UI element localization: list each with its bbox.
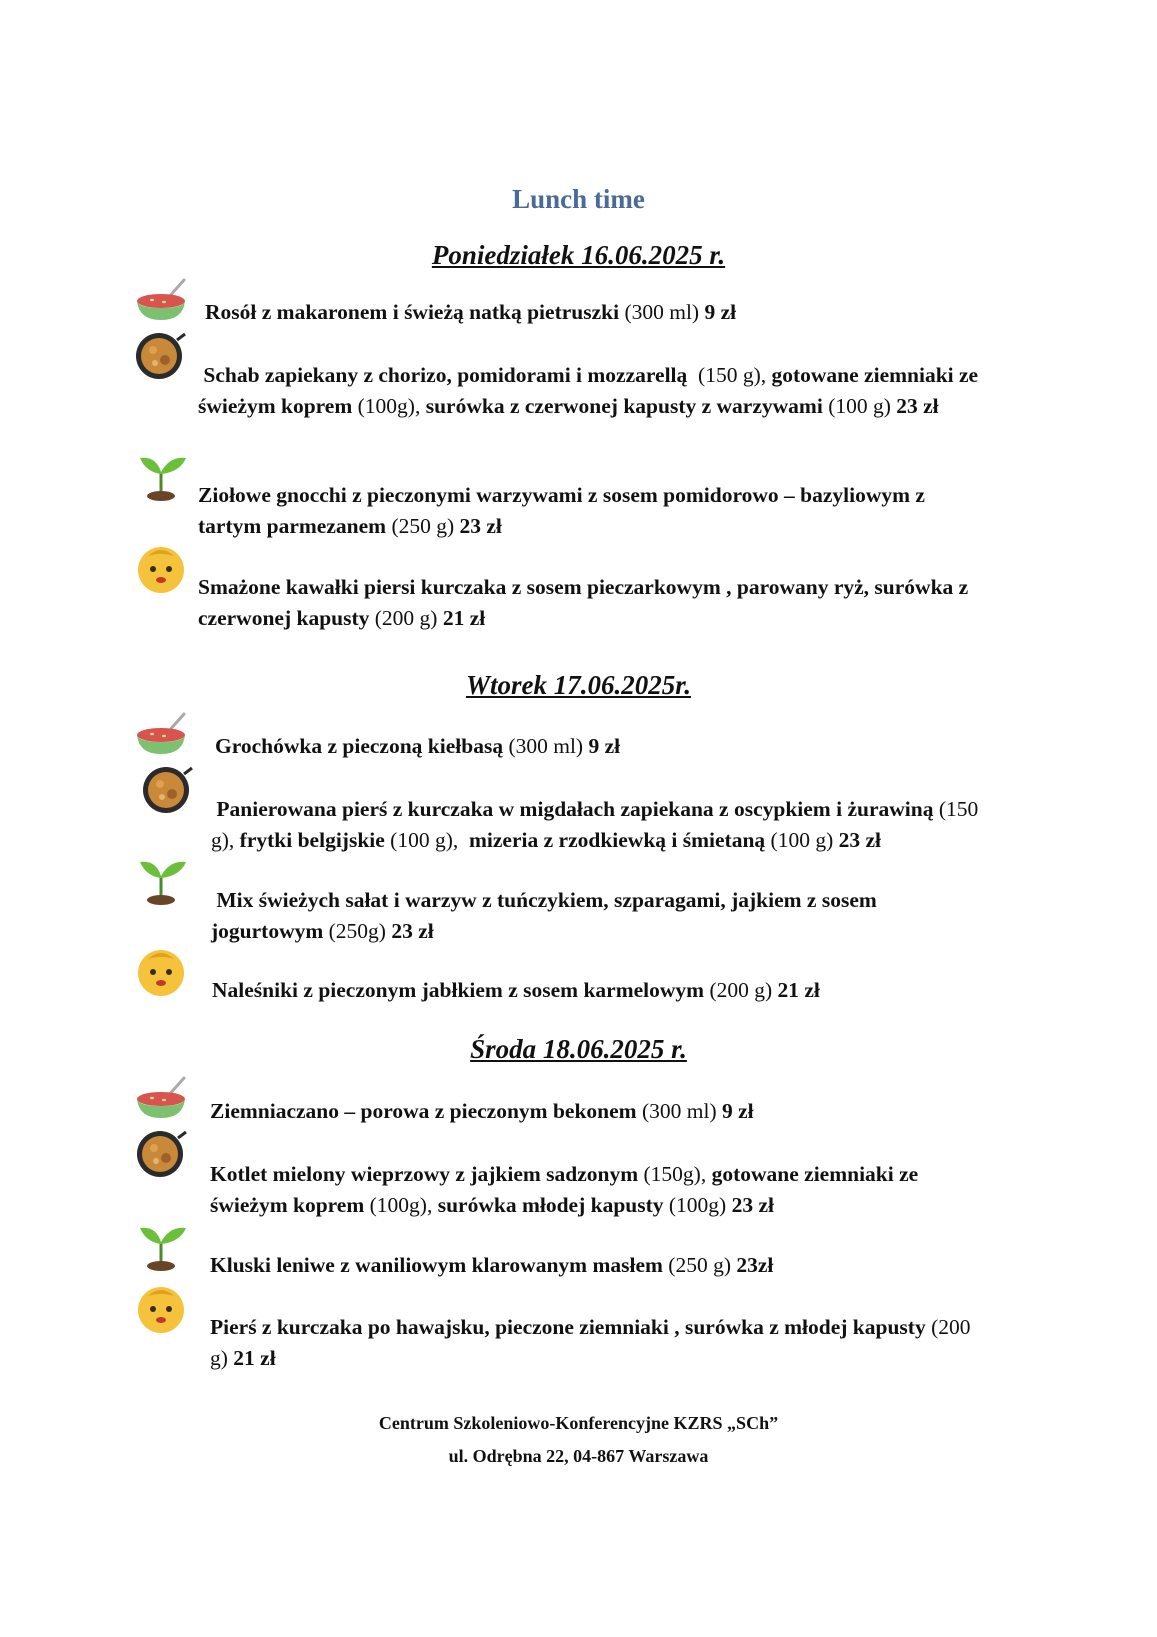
footer-address: ul. Odrębna 22, 04-867 Warszawa xyxy=(448,1446,709,1466)
soup-icon xyxy=(134,276,188,330)
day-heading-wednesday: Środa 18.06.2025 r. xyxy=(470,1034,687,1064)
dish-soup-monday: Rosół z makaronem i świeżą natką pietruszki (300 ml) 9 zł xyxy=(205,300,737,324)
dish-main-monday: Schab zapiekany z chorizo, pomidorami i mozzarellą (150 g), gotowane ziemniaki ze świeżym koprem (100g), surówka z czerwonej kapusty z warzywami (100 g) 23 zł xyxy=(198,363,979,418)
soup-icon xyxy=(134,1074,188,1128)
dish-kids-wednesday: Pierś z kurczaka po hawajsku, pieczone ziemniaki , surówka z młodej kapusty (200 g) 21 zł xyxy=(210,1315,971,1370)
kids-menu-icon xyxy=(134,945,188,999)
dish-soup-wednesday: Ziemniaczano – porowa z pieczonym bekonem (300 ml) 9 zł xyxy=(210,1099,754,1123)
main-dish-icon xyxy=(140,764,194,818)
dish-main-tuesday: Panierowana pierś z kurczaka w migdałach zapiekana z oscypkiem i żurawiną (150 g), frytki belgijskie (100 g), mizeria z rzodkiewką i śmietaną (100 g) 23 zł xyxy=(211,797,979,852)
vegetarian-sprout-icon xyxy=(134,450,188,504)
main-dish-icon xyxy=(133,330,187,384)
footer-organization: Centrum Szkoleniowo-Konferencyjne KZRS „SCh” xyxy=(378,1413,779,1433)
vegetarian-sprout-icon xyxy=(134,854,188,908)
dish-vegetarian-monday: Ziołowe gnocchi z pieczonymi warzywami z sosem pomidorowo – bazyliowym z tartym parmezanem (250 g) 23 zł xyxy=(198,483,925,538)
vegetarian-sprout-icon xyxy=(134,1220,188,1274)
dish-kids-monday: Smażone kawałki piersi kurczaka z sosem pieczarkowym , parowany ryż, surówka z czerwonej kapusty (200 g) 21 zł xyxy=(198,575,969,630)
soup-icon xyxy=(134,710,188,764)
dish-vegetarian-wednesday: Kluski leniwe z waniliowym klarowanym masłem (250 g) 23zł xyxy=(210,1253,774,1277)
main-dish-icon xyxy=(134,1128,188,1182)
page-title: Lunch time xyxy=(512,184,645,214)
day-heading-monday: Poniedziałek 16.06.2025 r. xyxy=(431,240,726,270)
dish-kids-tuesday: Naleśniki z pieczonym jabłkiem z sosem karmelowym (200 g) 21 zł xyxy=(212,978,820,1002)
kids-menu-icon xyxy=(134,542,188,596)
kids-menu-icon xyxy=(134,1282,188,1336)
dish-main-wednesday: Kotlet mielony wieprzowy z jajkiem sadzonym (150g), gotowane ziemniaki ze świeżym koprem (100g), surówka młodej kapusty (100g) 23 zł xyxy=(210,1162,919,1217)
dish-soup-tuesday: Grochówka z pieczoną kiełbasą (300 ml) 9 zł xyxy=(215,734,621,758)
dish-vegetarian-tuesday: Mix świeżych sałat i warzyw z tuńczykiem, szparagami, jajkiem z sosem jogurtowym (250g) 23 zł xyxy=(211,888,877,943)
day-heading-tuesday: Wtorek 17.06.2025r. xyxy=(465,670,692,700)
